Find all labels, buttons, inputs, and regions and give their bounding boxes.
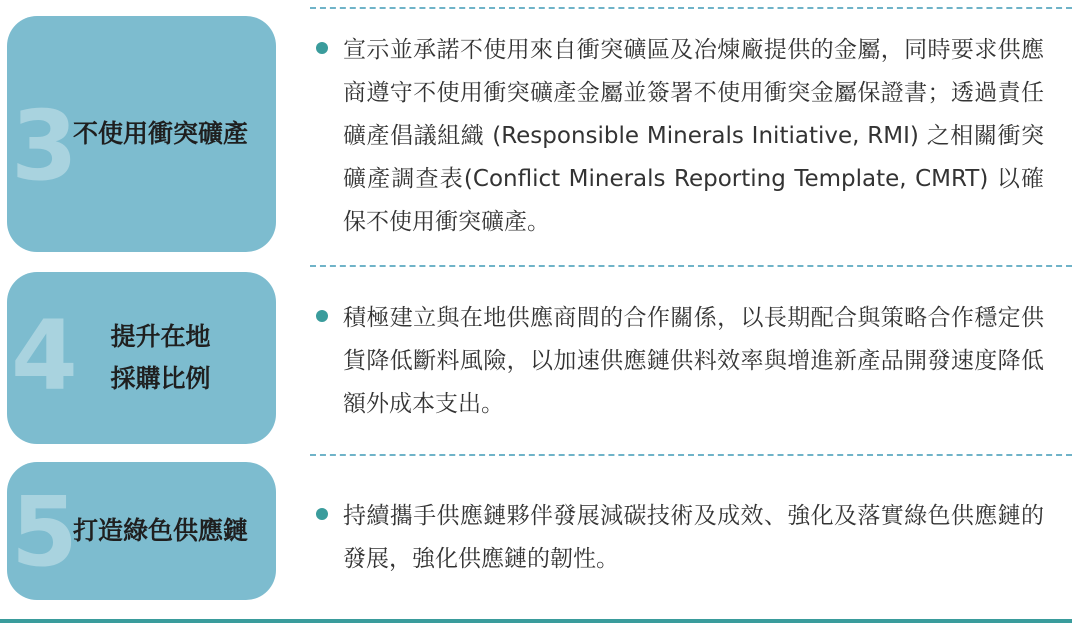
section-card-4 xyxy=(7,272,276,444)
section-text: 積極建立與在地供應商間的合作關係，以長期配合與策略合作穩定供貨降低斷料風險，以加速供應鏈供料效率與增進新產品開發速度降低額外成本支出。 xyxy=(343,305,1044,417)
section-title-line: 打造綠色供應鏈 xyxy=(72,516,248,545)
section-number: 3 xyxy=(11,90,78,202)
section-number: 4 xyxy=(11,300,78,412)
section-item-4 xyxy=(316,297,1044,427)
bullet-icon xyxy=(316,508,328,520)
section-title-line: 不使用衝突礦產 xyxy=(72,119,248,148)
section-title xyxy=(45,16,276,252)
section-title xyxy=(45,462,276,600)
divider xyxy=(310,265,1072,267)
divider-top xyxy=(310,7,1072,9)
section-text: 持續攜手供應鏈夥伴發展減碳技術及成效、強化及落實綠色供應鏈的發展，強化供應鏈的韌性。 xyxy=(343,503,1044,572)
section-title xyxy=(45,272,276,444)
bullet-icon xyxy=(316,42,328,54)
bottom-rule xyxy=(0,619,1072,623)
section-title-line: 採購比例 xyxy=(110,364,211,393)
section-number: 5 xyxy=(11,476,78,588)
divider xyxy=(310,454,1072,456)
section-card-3 xyxy=(7,16,276,252)
section-item-3 xyxy=(316,29,1044,244)
bullet-icon xyxy=(316,310,328,322)
section-card-5 xyxy=(7,462,276,600)
section-item-5 xyxy=(316,495,1044,583)
section-title-line: 提升在地 xyxy=(110,322,211,351)
section-text: 宣示並承諾不使用來自衝突礦區及冶煉廠提供的金屬，同時要求供應商遵守不使用衝突礦產金屬並簽署不使用衝突金屬保證書；透過責任礦產倡議組織 (Responsible Minerals Initiative, RMI) 之相關衝突礦產調查表(Conflict Minerals Reporting Template, CMRT) 以確保不使用衝突礦產。 xyxy=(343,37,1044,235)
